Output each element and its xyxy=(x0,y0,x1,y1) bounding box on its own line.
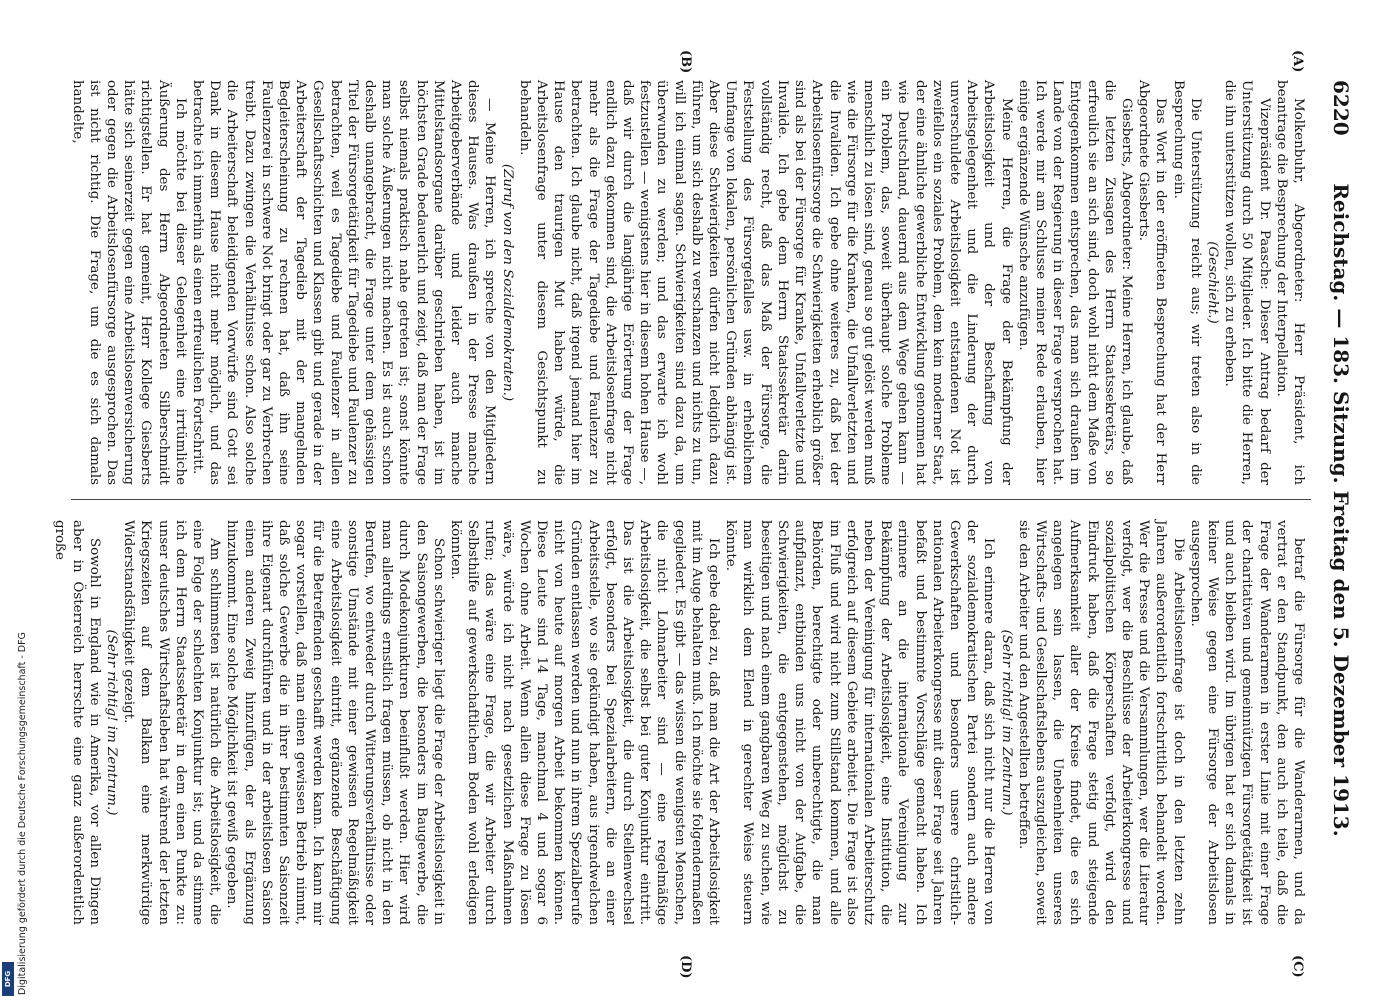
paragraph: Molkenbuhr, Abgeordneter: Herr Präsident, ich beantrage die Besprechung der Interpellation. xyxy=(1273,80,1306,485)
paragraph: Das Wort in der eröffneten Besprechung hat der Herr Abgeordnete Giesberts. xyxy=(1136,80,1169,485)
stage-direction: (Sehr richtig! im Zentrum.) xyxy=(103,629,119,816)
paragraph: Meine Herren, die Frage der Bekämpfung der Arbeitslosigkeit und der Beschaffung von Arbeitsgelegenheit und die Linderung der durch unverschuldete Arbeitslosigkeit entstandenen Not ist zweifellos ein soziales Problem, dem kein moderner Staat, der eine ähnliche gewerbliche Entwicklung genommen hat wie Deutschland, dauernd aus dem Wege gehen kann — ein Problem, das, soweit überhaupt solche Probleme menschlich zu lösen sind, genau so gut gelöst werden muß wie die Fürsorge für die Kranken, die Unfallverletzten und die Invaliden. Ich gebe ohne weiteres zu, daß bei der Arbeitslosenfürsorge die Schwierigkeiten erheblich größer sind als bei der Fürsorge für Kranke, Unfallverletzte und Invalide. Ich gebe dem Herrn Staatssekretär darin vollständig recht, daß das Maß der Fürsorge, die Feststellung des Fürsorgefalles usw. in erheblichem Umfange von lokalen, persönlichen Gründen abhängig ist. Aber diese Schwierigkeiten dürfen nicht lediglich dazu führen, um sich deshalb zu verschanzen und nichts zu tun, will ich einmal sagen. Schwierigkeiten sind dazu da, um überwunden zu werden; und das erwarte ich wohl festzustellen — wenigstens hier in diesem hohen Hause —, daß wir durch die langjährige Erörterung der Frage endlich dazu gekommen sind, die Arbeitslosenfrage nicht mehr als die Frage der Tagediebe und Faulenzer zu betrachten. Ich glaube nicht, daß irgend jemand hier im Hause den traurigen Mut haben würde, die Arbeitslosenfrage unter diesem Gesichtspunkt zu behandeln. xyxy=(516,80,1014,485)
paragraph: Am schlimmsten ist natürlich die Arbeitslosigkeit, die eine Folge der schlechten Konjunktur ist; und da stimme ich dem Herrn Staatssekretär in dem einen Punkte zu: unser deutsches Wirtschaftsleben hat während der letzten Kriegszeiten auf dem Balkan eine merkwürdige Widerstandsfähigkeit gezeigt. xyxy=(121,520,223,925)
stage-direction: (Geschieht.) xyxy=(1204,241,1220,324)
dfg-logo: DFG xyxy=(2,962,14,996)
header-title: Reichstag. — 183. Sitzung. Freitag den 5. Dezember 1913. xyxy=(1329,183,1353,837)
paragraph: — Meine Herren, ich spreche von den Mitgliedern dieses Hauses. Was draußen in der Presse manche Arbeitgeberverbände und leider auch manche Mittelstandsorgane darüber geschrieben haben, ist im höchsten Grade bedauerlich und zeigt, daß man der Frage selbst niemals praktisch nahe getreten ist; sonst könnte man solche Äußerungen nicht machen. Es ist auch schon deshalb unangebracht, die Frage unter dem gehässigen Titel der Fürsorgetätigkeit für Tagediebe und Faulenzer zu betrachten, weil es Tagediebe und Faulenzer in allen Gesellschaftsschichten und Klassen gibt und gerade in der Arbeiterschaft der Tagedieb mit der mangelnden Begleiterscheinung zu rechnen hat, daß ihn seine Faulenzerei in schwere Not bringt oder gar zu Verbrechen treibt. Dazu zwingen die Verhältnisse schon. Also solche die Arbeiterschaft beleidigenden Vorwürfe sind Gott sei Dank in diesem Hause nicht mehr möglich, und das betrachte ich immerhin als einen erfreulichen Fortschritt. xyxy=(190,80,498,485)
page-header xyxy=(1319,80,1359,940)
margin-marker-a: (A) xyxy=(1290,50,1305,73)
margin-marker-c: (C) xyxy=(1290,955,1305,978)
stage-direction: (Sehr richtig! im Zentrum.) xyxy=(998,629,1014,816)
paragraph: Giesberts, Abgeordneter: Meine Herren, ich glaube, daß die letzten Zusagen des Herrn Staatssekretärs, so erfreulich sie an sich sind, doch wohl nicht dem Maße von Entgegenkommen entsprechen, das man sich draußen im Lande von der Regierung in dieser Frage versprochen hat. Ich werde mir am Schlusse meiner Rede erlauben, hier einige ergänzende Wünsche anzufügen. xyxy=(1015,80,1134,485)
stage-direction: (Zuruf von den Sozialdemokraten.) xyxy=(499,163,515,402)
paragraph: Sowohl in England wie in Amerika, vor allen Dingen aber in Österreich herrschte eine ganz außerordentlich große xyxy=(52,520,102,925)
paragraph: betraf die Fürsorge für die Wanderarmen, und da vertrat er den Standpunkt, den auch ich teile, daß die Frage der Wanderarmen in erster Linie mit einer Frage der charitativen und gemeinnützigen Fürsorgetätigkeit ist und auch bleiben wird. Im übrigen hat er sich damals in keiner Weise gegen eine Fürsorge der Arbeitslosen ausgesprochen. xyxy=(1187,520,1306,925)
funding-note: Digitalisierung gefördert durch die Deutsche Forschungsgemeinschaft - DFG xyxy=(17,632,28,995)
margin-marker-b: (B) xyxy=(678,50,693,74)
right-text-column xyxy=(52,520,1307,925)
left-text-column xyxy=(69,80,1307,485)
paragraph: Die Arbeitslosenfrage ist doch in den letzten zehn Jahren außerordentlich fortschrittlich behandelt worden. Wer die Presse und die Versammlungen, wer die Literatur verfolgt, wer die Beschlüsse der Arbeiterkongresse und sozialpolitischen Körperschaften verfolgt, wird den Eindruck haben, daß die Frage stetig und steigende Aufmerksamkeit aller der Kreise findet, die es sich angelegen sein lassen, die Unebenheiten unseres Wirtschafts- und Gesellschaftslebens auszugleichen, soweit sie den Arbeiter und den Angestellten betreffen. xyxy=(1015,520,1186,925)
page-number: 6220 xyxy=(1329,80,1353,136)
paragraph: Ich erinnere daran, daß sich nicht nur die Herren von der sozialdemokratischen Partei sondern auch andere Gewerkschaften und besonders unsere christlich-nationalen Arbeiterkongresse mit dieser Frage seit Jahren befaßt und bestimmte Vorschläge gemacht haben. Ich erinnere an die internationale Vereinigung zur Bekämpfung der Arbeitslosigkeit, eine Institution, die neben der Vereinigung für internationalen Arbeiterschutz erfolgreich auf diesem Gebiete arbeitet. Die Frage ist also im Fluß und wird nicht zum Stillstand kommen, und alle Behörden, berechtigte oder unberechtigte, die man aufpflanzt, entbinden uns nicht von der Aufgabe, die Schwierigkeiten, die entgegenstehen, möglichst zu beseitigen und nach einem gangbaren Weg zu suchen, wie man wirklich dem Elend in gerechter Weise steuern könnte. xyxy=(723,520,997,925)
paragraph: Vizepräsident Dr. Paasche: Dieser Antrag bedarf der Unterstützung durch 50 Mitglieder. Ich bitte die Herren, die ihn unterstützen wollen, sich zu erheben. xyxy=(1222,80,1272,485)
paragraph: Ich gebe dabei zu, daß man die Art der Arbeitslosigkeit mit im Auge behalten muß. Ich möchte sie folgendermaßen gegliedert. Es gibt — das wissen die wenigsten Menschen, die nicht Lohnarbeiter sind — eine regelmäßige Arbeitslosigkeit, die selbst bei guter Konjunktur eintritt. Das ist die Arbeitslosigkeit, die durch Stellenwechsel erfolgt, besonders bei Spezialarbeitern, die an einer Arbeitsstelle, wo sie gekündigt haben, aus irgendwelchen Gründen entlassen werden und nun in ihrem Spezialberufe nicht von heute auf morgen Arbeit bekommen können. Diese Leute sind 14 Tage, manchmal 4 und sogar 6 Wochen ohne Arbeit. Wenn allein diese Frage zu lösen wäre, würde ich nicht nach gesetzlichen Maßnahmen rufen; das wäre eine Frage, die wir Arbeiter durch Selbsthilfe auf gewerkschaftlichem Boden wohl erledigen könnten. xyxy=(448,520,722,925)
margin-marker-d: (D) xyxy=(678,955,693,979)
column-divider xyxy=(71,499,1311,500)
paragraph: Die Unterstützung reicht aus; wir treten also in die Besprechung ein. xyxy=(1170,80,1203,485)
paragraph: Ich möchte bei dieser Gelegenheit eine irrtümliche Äußerung des Herrn Abgeordneten Silberschmidt richtigstellen. Er hat gemeint, Herr Kollege Giesberts hätte sich seinerzeit gegen eine Arbeitslosenversicherung oder gegen die Arbeitslosenfürsorge ausgesprochen. Das ist nicht richtig. Die Frage, um die es sich damals handelte, xyxy=(69,80,188,485)
paragraph: Schon schwieriger liegt die Frage der Arbeitslosigkeit in den Saisongewerben, die besonders im Baugewerbe, die durch Modekonjunkturen beeinflußt werden. Hier wird man allerdings ernstlich fragen müssen, ob nicht in den Berufen, wo entweder durch Witterungsverhältnisse oder sonstige Umstände mit einer gewissen Regelmäßigkeit eine Arbeitslosigkeit eintritt, ergänzende Beschäftigung für die Betreffenden geschafft werden kann. Ich kann mir sogar vorstellen, daß man einen gewissen Betrieb nimmt, daß solche Gewerbe die in ihrer bestimmten Saisonzeit ihre Eigenart durchführen und in der arbeitslosen Saison einen anderen Zweig hinzufügen, der als Ergänzung hinzukommt. Eine solche Möglichkeit ist gewiß gegeben. xyxy=(224,520,446,925)
